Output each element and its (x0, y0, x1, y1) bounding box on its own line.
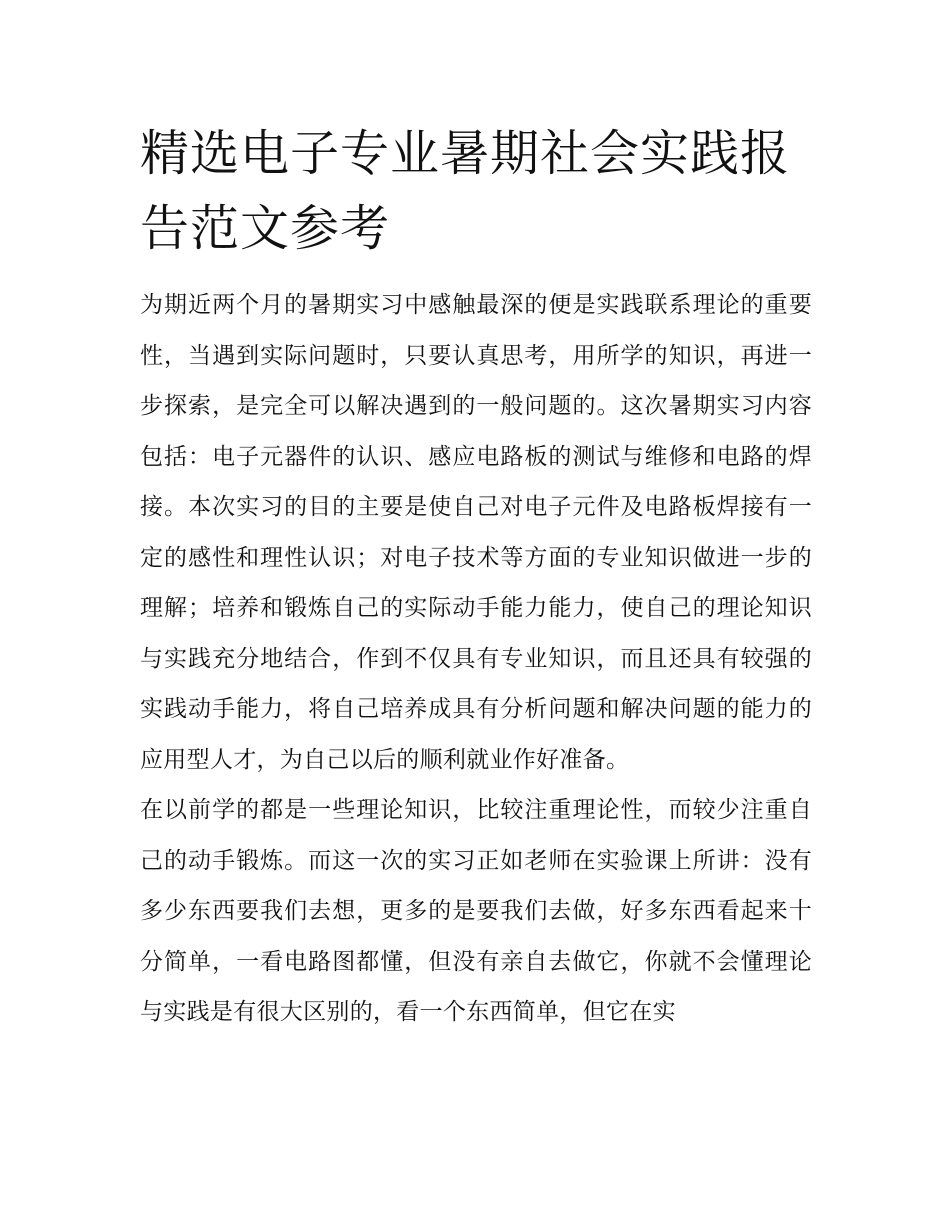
paragraph-2: 在以前学的都是一些理论知识，比较注重理论性，而较少注重自己的动手锻炼。而这一次的实习正如老师在实验课上所讲：没有多少东西要我们去想，更多的是要我们去做，好多东西看起来十分简单，一看电路图都懂，但没有亲自去做它，你就不会懂理论与实践是有很大区别的，看一个东西简单，但它在实 (140, 797, 812, 1025)
paragraph-1: 为期近两个月的暑期实习中感触最深的便是实践联系理论的重要性，当遇到实际问题时，只要认真思考，用所学的知识，再进一步探索，是完全可以解决遇到的一般问题的。这次暑期实习内容包括：电子元器件的认识、感应电路板的测试与维修和电路的焊接。本次实习的目的主要是使自己对电子元件及电路板焊接有一定的感性和理性认识；对电子技术等方面的专业知识做进一步的理解；培养和锻炼自己的实际动手能力能力，使自己的理论知识与实践充分地结合，作到不仅具有专业知识，而且还具有较强的实践动手能力，将自己培养成具有分析问题和解决问题的能力的应用型人才，为自己以后的顺利就业作好准备。 (140, 292, 812, 773)
document-title: 精选电子专业暑期社会实践报告范文参考 (140, 125, 791, 257)
document-body (140, 280, 812, 1038)
